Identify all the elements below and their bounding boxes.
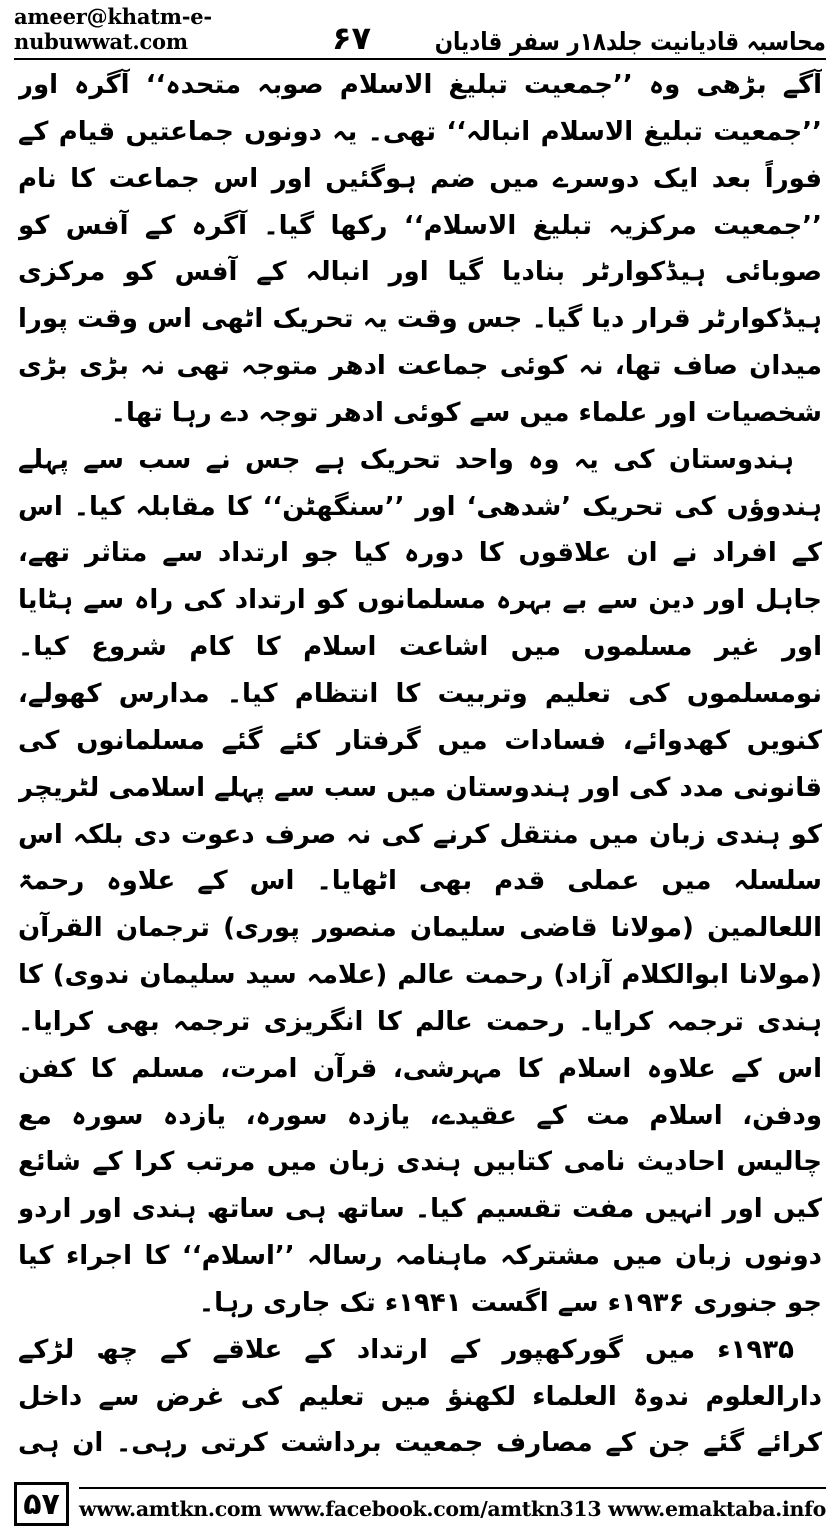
header-book-title: محاسبہ قادیانیت جلد۱۸ر سفر قادیان (434, 27, 826, 56)
footer-links: www.amtkn.com www.facebook.com/amtkn313 www.emaktaba.info (79, 1487, 826, 1521)
footer-page-number: ۵۷ (14, 1482, 69, 1526)
page-header (14, 4, 826, 57)
page-footer (14, 1478, 826, 1530)
paragraph-2: ہندوستان کی یہ وہ واحد تحریک ہے جس نے سب سے پہلے ہندوؤں کی تحریک ’شدھی‘ اور ’’سنگھٹن‘‘ کا مقابلہ کیا۔ اس کے افراد نے ان علاقوں کا دورہ کیا جو ارتداد سے متاثر تھے، جاہل اور دین سے بے بہرہ مسلمانوں کو ارتداد کی راہ سے ہٹایا اور غیر مسلموں میں اشاعت اسلام کا کام شروع کیا۔ نومسلموں کی تعلیم وتربیت کا انتظام کیا۔ مدارس کھولے، کنویں کھدوائے، فسادات میں گرفتار کئے گئے مسلمانوں کی قانونی مدد کی اور ہندوستان میں سب سے پہلے اسلامی لٹریچر کو ہندی زبان میں منتقل کرنے کی نہ صرف دعوت دی بلکہ اس سلسلہ میں عملی قدم بھی اٹھایا۔ اس کے علاوہ رحمۃ اللعالمین (مولانا قاضی سلیمان منصور پوری) ترجمان القرآن (مولانا ابوالکلام آزاد) رحمت عالم (علامہ سید سلیمان ندوی) کا ہندی ترجمہ کرایا۔ رحمت عالم کا انگریزی ترجمہ بھی کرایا۔ اس کے علاوہ اسلام کا مہرشی، قرآن امرت، مسلم کا کفن ودفن، اسلام مت کے عقیدے، یازدہ سورہ، یازدہ سورہ مع چالیس احادیث نامی کتابیں ہندی زبان میں مرتب کرا کے شائع کیں اور انہیں مفت تقسیم کیا۔ ساتھ ہی ساتھ ہندی اور اردو دونوں زبان میں مشترکہ ماہنامہ رسالہ ’’اسلام‘‘ کا اجراء کیا جو جنوری ۱۹۳۶ء سے اگست ۱۹۴۱ء تک جاری رہا۔ (18, 444, 822, 1318)
header-email: ameer@khatm-e-nubuwwat.com (14, 4, 212, 54)
paragraph-3: ۱۹۳۵ء میں گورکھپور کے ارتداد کے علاقے کے چھ لڑکے دارالعلوم ندوۃ العلماء لکھنؤ میں تعلیم کی غرض سے داخل کرائے گئے جن کے مصارف جمعیت برداشت کرتی رہی۔ ان ہی (18, 1334, 822, 1459)
header-left-group (14, 4, 372, 57)
header-page-number: ۶۷ (331, 19, 372, 57)
paragraph-1: آگے بڑھی وہ ’’جمعیت تبلیغ الاسلام صوبہ متحدہ‘‘ آگرہ اور ’’جمعیت تبلیغ الاسلام انبالہ‘‘ تھی۔ یہ دونوں جماعتیں قیام کے فوراً بعد ایک دوسرے میں ضم ہوگئیں اور اس جماعت کا نام ’’جمعیت مرکزیہ تبلیغ الاسلام‘‘ رکھا گیا۔ آگرہ کے آفس کو صوبائی ہیڈکوارٹر بنادیا گیا اور انبالہ کے آفس کو مرکزی ہیڈکوارٹر قرار دیا گیا۔ جس وقت یہ تحریک اٹھی اس وقت پورا میدان صاف تھا، نہ کوئی جماعت ادھر متوجہ تھی نہ بڑی بڑی شخصیات اور علماء میں سے کوئی ادھر توجہ دے رہا تھا۔ (18, 70, 822, 428)
body-text (18, 62, 822, 1470)
header-rule (14, 58, 826, 60)
